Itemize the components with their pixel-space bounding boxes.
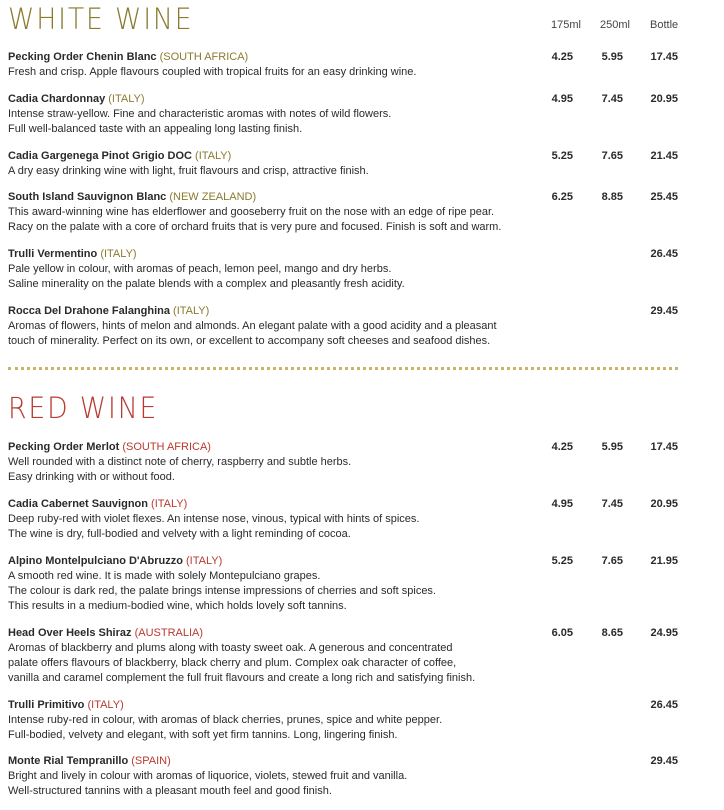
wine-origin: (SPAIN) (131, 755, 171, 767)
wine-description-line: Intense straw-yellow. Fine and characteristic aromas with notes of wild flowers. (8, 108, 392, 120)
wine-description-line: Racy on the palate with a core of orchard fruits that is very pure and focused. Finish is soft and warm. (8, 221, 502, 233)
wine-description (8, 641, 568, 686)
wine-name: Trulli Vermentino (8, 248, 98, 260)
price-250ml: 7.65 (601, 150, 623, 162)
wine-description-line: A dry easy drinking wine with light, fruit flavours and crisp, attractive finish. (8, 165, 369, 177)
wine-origin: (ITALY) (100, 248, 137, 260)
wine-description-line: Easy drinking with or without food. (8, 471, 175, 483)
wine-description-line: touch of minerality. Perfect on its own, or excellent to accompany soft cheeses and seafood dishes. (8, 335, 491, 347)
price-250ml: 7.45 (601, 93, 623, 105)
price-bottle: 21.95 (650, 555, 678, 567)
wine-name: Cadia Cabernet Sauvignon (8, 498, 148, 510)
wine-origin: (ITALY) (151, 498, 188, 510)
price-bottle: 20.95 (650, 498, 678, 510)
price-175ml: 4.95 (551, 93, 573, 105)
price-bottle: 26.45 (650, 248, 678, 260)
wine-description (8, 569, 568, 614)
wine-description-line: Saline minerality on the palate blends with a complex and pleasantly fresh acidity. (8, 278, 405, 290)
wine-name: Rocca Del Drahone Falanghina (8, 305, 170, 317)
wine-description-line: palate offers flavours of blackberry, black cherry and plum. Complex oak character of coffee, (8, 657, 457, 669)
column-175ml: 175ml (551, 19, 581, 31)
price-250ml: 5.95 (601, 51, 623, 63)
wine-description-line: Full well-balanced taste with an appealing long lasting finish. (8, 123, 303, 135)
wine-item (8, 497, 724, 542)
wine-description-line: This award-winning wine has elderflower and gooseberry fruit on the nose with an edge of ripe pear. (8, 206, 495, 218)
wine-name: Head Over Heels Shiraz (8, 627, 132, 639)
white-wine-title: WHITE WINE (8, 2, 194, 36)
wine-description-line: Aromas of flowers, hints of melon and almonds. An elegant palate with a good acidity and a pleasant (8, 320, 497, 332)
wine-description (8, 713, 568, 743)
price-bottle: 29.45 (650, 755, 678, 767)
wine-description-line: vanilla and caramel complement the full fruit flavours and create a long rich and satisfying finish. (8, 672, 476, 684)
price-175ml: 4.95 (551, 498, 573, 510)
wine-description-line: The wine is dry, full-bodied and velvety with a light reminding of cocoa. (8, 528, 351, 540)
wine-name: Pecking Order Chenin Blanc (8, 51, 157, 63)
wine-description-line: Fresh and crisp. Apple flavours coupled with tropical fruits for an easy drinking wine. (8, 66, 417, 78)
price-250ml: 8.65 (601, 627, 623, 639)
price-175ml: 6.25 (551, 191, 573, 203)
price-bottle: 26.45 (650, 699, 678, 711)
wine-description-line: Well-structured tannins with a pleasant mouth feel and good finish. (8, 785, 332, 797)
price-175ml: 6.05 (551, 627, 573, 639)
price-bottle: 25.45 (650, 191, 678, 203)
wine-description-line: Full-bodied, velvety and elegant, with soft yet firm tannins. Long, lingering finish. (8, 729, 398, 741)
price-250ml: 8.85 (601, 191, 623, 203)
price-bottle: 24.95 (650, 627, 678, 639)
wine-origin: (AUSTRALIA) (134, 627, 204, 639)
price-bottle: 29.45 (650, 305, 678, 317)
wine-description-line: Intense ruby-red in colour, with aromas of black cherries, prunes, spice and white pepper. (8, 714, 443, 726)
wine-name: Trulli Primitivo (8, 699, 85, 711)
wine-description (8, 769, 568, 799)
wine-description-line: Pale yellow in colour, with aromas of peach, lemon peel, mango and dry herbs. (8, 263, 392, 275)
price-bottle: 17.45 (650, 441, 678, 453)
wine-name: Cadia Chardonnay (8, 93, 106, 105)
wine-origin: (SOUTH AFRICA) (122, 441, 211, 453)
wine-item (8, 698, 724, 743)
red-wine-title: RED WINE (8, 391, 159, 425)
wine-description-line: Aromas of blackberry and plums along with toasty sweet oak. A generous and concentrated (8, 642, 453, 654)
wine-item (8, 626, 724, 686)
price-250ml: 7.65 (601, 555, 623, 567)
wine-name: Alpino Montelpulciano D'Abruzzo (8, 555, 183, 567)
price-175ml: 4.25 (551, 441, 573, 453)
price-175ml: 5.25 (551, 555, 573, 567)
wine-description (8, 512, 568, 542)
wine-item (8, 440, 724, 485)
wine-name: Pecking Order Merlot (8, 441, 120, 453)
wine-origin: (NEW ZEALAND) (169, 191, 257, 203)
price-bottle: 21.45 (650, 150, 678, 162)
wine-name: Monte Rial Tempranillo (8, 755, 129, 767)
column-250ml: 250ml (600, 19, 630, 31)
wine-item (8, 554, 724, 614)
wine-origin: (SOUTH AFRICA) (159, 51, 249, 63)
wine-origin: (ITALY) (173, 305, 210, 317)
wine-description-line: The colour is dark red, the palate brings intense impressions of cherries and soft spices. (8, 585, 436, 597)
wine-name: Cadia Gargenega Pinot Grigio DOC (8, 150, 192, 162)
column-bottle: Bottle (650, 19, 679, 31)
wine-description-line: Bright and lively in colour with aromas of liquorice, violets, stewed fruit and vanilla. (8, 770, 408, 782)
price-250ml: 7.45 (601, 498, 623, 510)
wine-name-line (8, 698, 724, 713)
wine-item (8, 754, 724, 799)
wine-name: South Island Sauvignon Blanc (8, 191, 167, 203)
wine-description (8, 455, 568, 485)
wine-origin: (ITALY) (186, 555, 223, 567)
price-bottle: 17.45 (650, 51, 678, 63)
wine-description-line: Deep ruby-red with violet flexes. An intense nose, vinous, typical with hints of spices. (8, 513, 420, 525)
wine-origin: (ITALY) (87, 699, 124, 711)
price-bottle: 20.95 (650, 93, 678, 105)
wine-description-line: A smooth red wine. It is made with solely Montepulciano grapes. (8, 570, 321, 582)
price-175ml: 5.25 (551, 150, 573, 162)
wine-origin: (ITALY) (108, 93, 145, 105)
wine-description-line: Well rounded with a distinct note of cherry, raspberry and subtle herbs. (8, 456, 352, 468)
wine-description-line: This results in a medium-bodied wine, which holds lovely soft tannins. (8, 600, 347, 612)
price-175ml: 4.25 (551, 51, 573, 63)
wine-name-line (8, 754, 724, 769)
price-250ml: 5.95 (601, 441, 623, 453)
wine-origin: (ITALY) (195, 150, 232, 162)
